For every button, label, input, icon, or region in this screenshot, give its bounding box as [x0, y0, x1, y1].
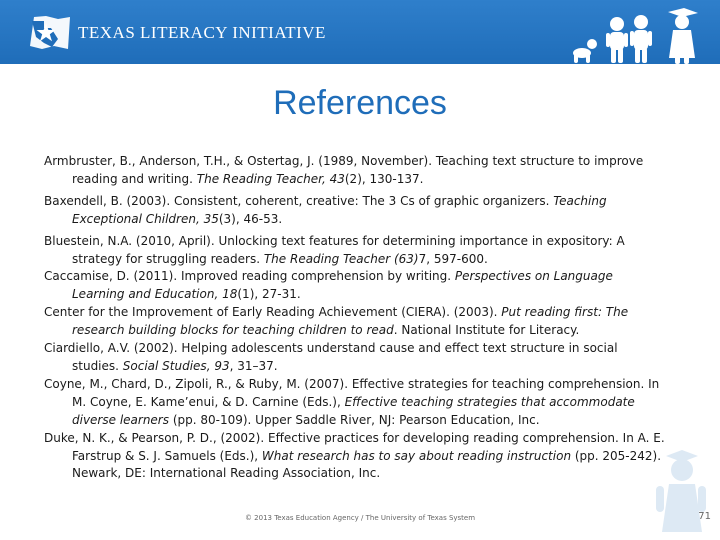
texas-star-logo-icon: [24, 13, 74, 53]
reference-list: [44, 153, 666, 483]
reference-item: Center for the Improvement of Early Reading Achievement (CIERA). (2003). Put reading first: The research building blocks for teaching children to read. National Institute for Literacy.: [44, 305, 629, 338]
reference-item: Caccamise, D. (2011). Improved reading comprehension by writing. Perspectives on Language Learning and Education, 18(1), 27-31.: [44, 269, 613, 302]
children-silhouettes-icon: [570, 6, 710, 64]
reference-item: Ciardiello, A.V. (2002). Helping adolescents understand cause and effect text structure in social studies. Social Studies, 93, 31–37.: [44, 341, 618, 373]
reference-item: Baxendell, B. (2003). Consistent, coherent, creative: The 3 Cs of graphic organizers. Teaching Exceptional Children, 35(3), 46-53.: [44, 193, 607, 226]
brand: [24, 13, 326, 53]
footer-copyright: © 2013 Texas Education Agency / The University of Texas System: [244, 514, 476, 522]
page-title: References: [273, 84, 447, 122]
page-number: 71: [698, 511, 711, 522]
reference-item: Coyne, M., Chard, D., Zipoli, R., & Ruby, M. (2007). Effective strategies for teaching comprehension. In M. Coyne, E. Kame’enui, & D. Carnine (Eds.), Effective teaching strategies that accommodate diverse learners (pp. 80-109). Upper Saddle River, NJ: Pearson Education, Inc.: [44, 376, 660, 427]
reference-item: Bluestein, N.A. (2010, April). Unlocking text features for determining importance in expository: A strategy for struggling readers. The Reading Teacher (63)7, 597-600.: [44, 233, 625, 266]
reference-item: Duke, N. K., & Pearson, P. D., (2002). Effective practices for developing reading comprehension. In A. E. Farstrup & S. J. Samuels (Eds.), What research has to say about reading instruction (pp. 205-242). Newark, DE: International Reading Association, Inc.: [44, 430, 665, 481]
child-figure-icon: [652, 440, 710, 540]
brand-name: TEXAS LITERACY INITIATIVE: [78, 23, 326, 42]
header-banner: [0, 0, 720, 64]
reference-item: Armbruster, B., Anderson, T.H., & Ostertag, J. (1989, November). Teaching text structure to improve reading and writing. The Reading Teacher, 43(2), 130-137.: [44, 154, 644, 186]
